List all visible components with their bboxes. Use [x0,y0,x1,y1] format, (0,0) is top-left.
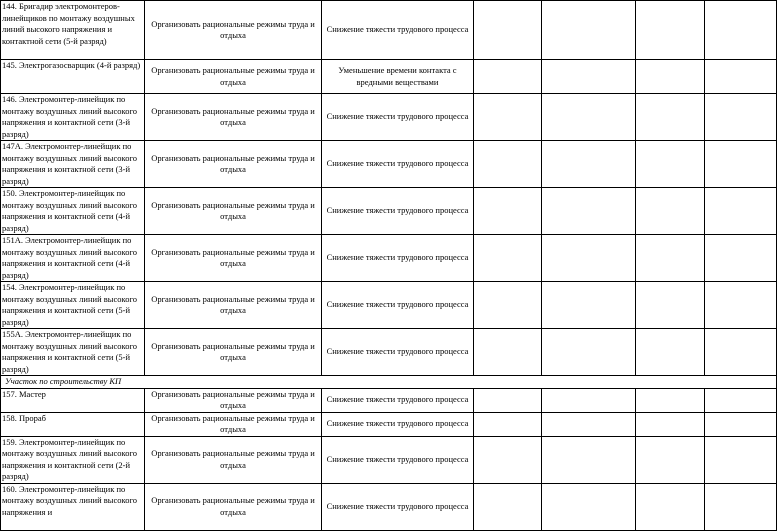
table-row [1,60,777,94]
goal-cell [322,141,474,188]
measure-cell-text: Организовать рациональные режимы труда и отдыха [151,199,315,221]
goal-cell-text: Снижение тяжести трудового процесса [326,453,469,464]
position-name-cell [1,141,145,188]
measure-cell-text: Организовать рациональные режимы труда и отдыха [151,495,315,517]
position-name-cell [1,412,145,436]
goal-cell-text: Снижение тяжести трудового процесса [326,252,469,263]
executor-cell [542,60,636,94]
measure-cell-text: Организовать рациональные режимы труда и отдыха [151,105,315,127]
deadline-cell [474,235,542,282]
note-cell [705,235,777,282]
goal-cell-text: Снижение тяжести трудового процесса [326,394,469,405]
executor-cell [542,412,636,436]
position-name-cell [1,188,145,235]
goal-cell-text: Снижение тяжести трудового процесса [326,500,469,511]
measure-cell [145,436,322,483]
participants-cell [636,235,705,282]
executor-cell [542,483,636,530]
note-cell [705,282,777,329]
deadline-cell [474,94,542,141]
executor-cell [542,436,636,483]
goal-cell-text: Снижение тяжести трудового процесса [326,346,469,357]
section-header: Участок по строительству КП [1,376,322,389]
deadline-cell [474,282,542,329]
measure-cell [145,94,322,141]
note-cell [705,188,777,235]
goal-cell [322,188,474,235]
note-cell [705,329,777,376]
note-cell [705,412,777,436]
position-name-cell-text: 146. Электромонтер-линейщик по монтажу воздушных линий высокого напряжения и контактной сети (3-й разряд) [2,94,137,139]
goal-cell-text: Снижение тяжести трудового процесса [326,158,469,169]
goal-cell [322,94,474,141]
section-header-row [1,376,777,389]
goal-cell [322,60,474,94]
goal-cell [322,388,474,412]
table-row [1,1,777,60]
measure-cell [145,282,322,329]
measure-cell-text: Организовать рациональные режимы труда и отдыха [151,18,315,40]
position-name-cell-text: 157. Мастер [2,388,46,399]
section-header-filler [322,376,777,389]
goal-cell [322,282,474,329]
executor-cell [542,388,636,412]
position-name-cell-text: 150. Электромонтер-линейщик по монтажу воздушных линий высокого напряжения и контактной сети (4-й разряд) [2,188,137,233]
executor-cell [542,1,636,60]
deadline-cell [474,483,542,530]
note-cell [705,483,777,530]
participants-cell [636,1,705,60]
table-body [1,1,777,531]
deadline-cell [474,188,542,235]
position-name-cell [1,483,145,530]
position-name-cell-text: 151А. Электромонтер-линейщик по монтажу воздушных линий высокого напряжения и контактной сети (4-й разряд) [2,235,137,280]
measure-cell-text: Организовать рациональные режимы труда и отдыха [151,340,315,362]
measure-cell-text: Организовать рациональные режимы труда и отдыха [151,448,315,470]
position-name-cell-text: 147А. Электромонтер-линейщик по монтажу воздушных линий высокого напряжения и контактной сети (3-й разряд) [2,141,137,186]
note-cell [705,141,777,188]
goal-cell-text: Снижение тяжести трудового процесса [326,205,469,216]
note-cell [705,94,777,141]
note-cell [705,1,777,60]
position-name-cell [1,282,145,329]
table-row [1,141,777,188]
position-name-cell-text: 144. Бригадир электромонтеров-линейщиков по монтажу воздушных линий высокого напряжения и контактной сети (5-й разряд) [2,1,135,46]
measure-cell [145,141,322,188]
goal-cell [322,235,474,282]
goal-cell-text: Снижение тяжести трудового процесса [326,24,469,35]
participants-cell [636,60,705,94]
position-name-cell [1,235,145,282]
position-name-cell [1,94,145,141]
note-cell [705,436,777,483]
goal-cell [322,412,474,436]
table-row [1,436,777,483]
measure-cell-text: Организовать рациональные режимы труда и отдыха [151,152,315,174]
measure-cell [145,235,322,282]
table-row [1,94,777,141]
table-row [1,188,777,235]
table-row [1,412,777,436]
position-name-cell-text: 145. Электрогазосварщик (4-й разряд) [2,60,141,70]
goal-cell [322,436,474,483]
position-name-cell [1,436,145,483]
note-cell [705,388,777,412]
measure-cell [145,483,322,530]
executor-cell [542,329,636,376]
participants-cell [636,94,705,141]
executor-cell [542,282,636,329]
table-row [1,329,777,376]
goal-cell [322,1,474,60]
position-name-cell [1,329,145,376]
measure-cell-text: Организовать рациональные режимы труда и отдыха [151,293,315,315]
goal-cell [322,329,474,376]
goal-cell [322,483,474,530]
participants-cell [636,141,705,188]
executor-cell [542,188,636,235]
executor-cell [542,235,636,282]
participants-cell [636,483,705,530]
participants-cell [636,188,705,235]
position-name-cell-text: 155А. Электромонтер-линейщик по монтажу воздушных линий высокого напряжения и контактной сети (5-й разряд) [2,329,137,374]
note-cell [705,60,777,94]
position-name-cell [1,60,145,94]
deadline-cell [474,60,542,94]
goal-cell-text: Снижение тяжести трудового процесса [326,299,469,310]
participants-cell [636,329,705,376]
measure-cell [145,329,322,376]
deadline-cell [474,388,542,412]
deadline-cell [474,329,542,376]
measure-cell [145,388,322,412]
goal-cell-text: Уменьшение времени контакта с вредными веществами [338,65,457,87]
measure-cell [145,188,322,235]
table-row [1,388,777,412]
table-row [1,483,777,530]
measure-cell [145,412,322,436]
measure-cell-text: Организовать рациональные режимы труда и отдыха [151,388,315,410]
table-row [1,235,777,282]
position-name-cell-text: 160. Электромонтер-линейщик по монтажу воздушных линий высокого напряжения и [2,483,137,517]
goal-cell-text: Снижение тяжести трудового процесса [326,418,469,429]
position-name-cell [1,388,145,412]
position-name-cell-text: 154. Электромонтер-линейщик по монтажу воздушных линий высокого напряжения и контактной сети (5-й разряд) [2,282,137,327]
position-name-cell-text: 159. Электромонтер-линейщик по монтажу воздушных линий высокого напряжения и контактной сети (2-й разряд) [2,436,137,481]
executor-cell [542,141,636,188]
deadline-cell [474,436,542,483]
measure-cell-text: Организовать рациональные режимы труда и отдыха [151,246,315,268]
position-name-cell-text: 158. Прораб [2,412,46,423]
participants-cell [636,412,705,436]
participants-cell [636,436,705,483]
measure-cell-text: Организовать рациональные режимы труда и отдыха [151,65,315,87]
deadline-cell [474,412,542,436]
participants-cell [636,282,705,329]
measure-cell-text: Организовать рациональные режимы труда и отдыха [151,412,315,434]
deadline-cell [474,1,542,60]
table-row [1,282,777,329]
goal-cell-text: Снижение тяжести трудового процесса [326,111,469,122]
participants-cell [636,388,705,412]
deadline-cell [474,141,542,188]
measure-cell [145,1,322,60]
measure-cell [145,60,322,94]
position-name-cell [1,1,145,60]
executor-cell [542,94,636,141]
